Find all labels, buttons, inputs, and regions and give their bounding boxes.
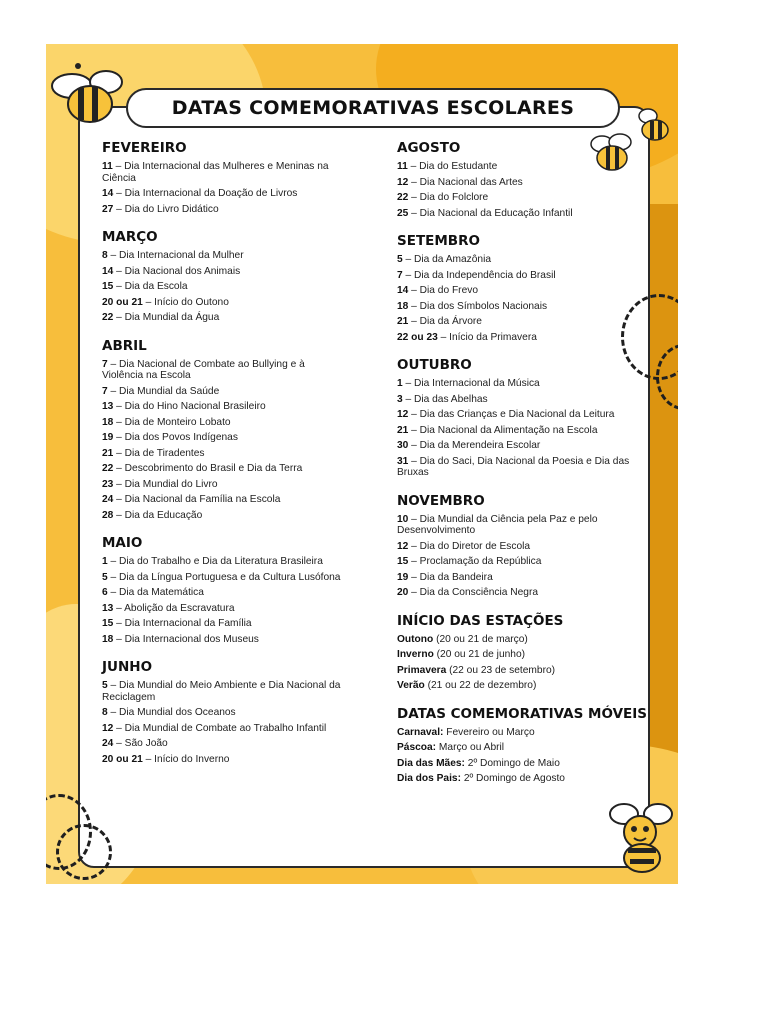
month-section xyxy=(102,338,342,522)
date-entry xyxy=(397,773,647,785)
date-entry: 7 – Dia da Independência do Brasil xyxy=(397,269,556,281)
entry-date: 7 xyxy=(397,269,403,281)
entry-text: Dia da Merendeira Escolar xyxy=(419,440,541,451)
entry-text: Dia do Livro Didático xyxy=(124,203,219,215)
entry-text: Março ou Abril xyxy=(438,742,505,753)
date-entry: 22 – Dia do Folclore xyxy=(397,192,489,203)
date-entry: 21 – Dia da Árvore xyxy=(397,316,482,327)
entry-text: Dia do Folclore xyxy=(419,192,489,203)
right-column xyxy=(397,140,647,799)
date-entry: 28 – Dia da Educação xyxy=(102,509,203,521)
date-entry: 21 – Dia Nacional da Alimentação na Escola xyxy=(397,424,598,436)
entry-text: Fevereiro ou Março xyxy=(446,726,535,738)
entry-date: 1 xyxy=(397,378,403,389)
entry-text: Proclamação da República xyxy=(419,556,542,567)
entry-text: Dia Nacional de Combate ao Bullying e à Violência na Escola xyxy=(102,358,305,381)
date-entry: 19 – Dia dos Povos Indígenas xyxy=(102,432,238,443)
date-entry: 14 – Dia Nacional dos Animais xyxy=(102,265,241,277)
entry-text: Dia Nacional das Artes xyxy=(419,176,523,188)
entry-text: Dia da Língua Portuguesa e da Cultura Lusófona xyxy=(119,571,341,583)
entry-text: (22 ou 23 de setembro) xyxy=(449,664,556,676)
date-entry: 5 – Dia Mundial do Meio Ambiente e Dia Nacional da Reciclagem xyxy=(102,680,341,703)
date-entry: 12 – Dia das Crianças e Dia Nacional da Leitura xyxy=(397,409,615,420)
entry-date: Dia das Mães: xyxy=(397,757,465,769)
entry-text: Início do Outono xyxy=(154,296,229,308)
entry-text: Dia das Abelhas xyxy=(414,393,488,405)
entry-text: Dia Nacional da Educação Infantil xyxy=(419,207,573,219)
date-entry xyxy=(397,727,647,739)
entry-text: Dia Internacional da Mulher xyxy=(119,250,244,261)
entry-date: 12 xyxy=(397,409,409,420)
date-entry: 1 – Dia Internacional da Música xyxy=(397,378,540,389)
date-entry: 13 – Abolição da Escravatura xyxy=(102,602,235,614)
entry-text: Início da Primavera xyxy=(449,331,537,343)
entry-text: Dia Internacional da Doação de Livros xyxy=(124,188,298,199)
entry-date: 14 xyxy=(397,285,409,296)
date-entry: 20 ou 21 – Início do Outono xyxy=(102,296,229,308)
entry-date: 22 ou 23 xyxy=(397,331,438,343)
date-entry: 5 – Dia da Língua Portuguesa e da Cultura Lusófona xyxy=(102,571,341,583)
date-entry: 22 ou 23 – Início da Primavera xyxy=(397,331,537,343)
date-entry: 15 – Dia Internacional da Família xyxy=(102,618,252,629)
date-entry: 7 – Dia Nacional de Combate ao Bullying e à Violência na Escola xyxy=(102,358,305,381)
date-entry: 20 – Dia da Consciência Negra xyxy=(397,587,539,598)
date-entry: 18 – Dia de Monteiro Lobato xyxy=(102,416,231,428)
section-title: NOVEMBRO xyxy=(397,492,485,509)
entry-date: 12 xyxy=(397,540,409,552)
date-entry: 8 – Dia Mundial dos Oceanos xyxy=(102,707,236,718)
dashed-swirl xyxy=(56,824,112,880)
entry-date: Primavera xyxy=(397,664,447,676)
entry-date: 5 xyxy=(397,254,403,265)
entry-text: São João xyxy=(124,738,168,749)
entry-text: Dia dos Símbolos Nacionais xyxy=(419,300,548,312)
entry-date: 20 ou 21 xyxy=(102,296,143,308)
entry-date: 12 xyxy=(397,176,409,188)
date-entry: 24 – Dia Nacional da Família na Escola xyxy=(102,494,281,505)
entry-date: 13 xyxy=(102,602,114,614)
entry-text: Dia da Escola xyxy=(124,281,188,292)
bee-icon xyxy=(586,126,638,176)
date-entry xyxy=(397,742,647,754)
entry-text: Dia da Educação xyxy=(124,509,203,521)
section-title: MARÇO xyxy=(102,229,158,245)
date-entry: 8 – Dia Internacional da Mulher xyxy=(102,250,244,261)
entry-text: Dia Mundial do Livro xyxy=(124,478,218,490)
date-entry: 19 – Dia da Bandeira xyxy=(397,571,493,583)
entry-date: 3 xyxy=(397,393,403,405)
entry-date: 11 xyxy=(397,161,408,172)
entry-text: 2º Domingo de Maio xyxy=(467,757,560,769)
entry-date: 18 xyxy=(102,416,114,428)
entry-date: 14 xyxy=(102,188,114,199)
date-entry: 15 – Proclamação da República xyxy=(397,556,542,567)
entry-text: Dia Nacional da Família na Escola xyxy=(124,494,281,505)
entry-text: Dia da Bandeira xyxy=(419,571,493,583)
date-entry: 7 – Dia Mundial da Saúde xyxy=(102,385,220,397)
date-entry: 3 – Dia das Abelhas xyxy=(397,393,488,405)
entry-date: 27 xyxy=(102,203,114,215)
entry-text: Dia da Consciência Negra xyxy=(419,587,539,598)
date-entry: 12 – Dia Nacional das Artes xyxy=(397,176,523,188)
section-title: FEVEREIRO xyxy=(102,140,187,156)
month-section xyxy=(397,357,647,479)
entry-text: (20 ou 21 de março) xyxy=(436,633,528,645)
date-entry: 22 – Dia Mundial da Água xyxy=(102,312,220,323)
entry-text: Dia Internacional da Música xyxy=(414,378,540,389)
section-title: JUNHO xyxy=(102,659,153,675)
entry-date: Páscoa: xyxy=(397,742,437,753)
entry-date: Carnaval: xyxy=(397,726,444,738)
date-entry: 12 – Dia do Diretor de Escola xyxy=(397,540,531,552)
entry-date: 10 xyxy=(397,513,409,525)
entry-date: 25 xyxy=(397,207,409,219)
entry-text: Dia Internacional da Família xyxy=(124,618,252,629)
entry-date: 7 xyxy=(102,358,108,370)
entry-date: 11 xyxy=(102,161,113,172)
date-entry: 12 – Dia Mundial de Combate ao Trabalho Infantil xyxy=(102,722,327,734)
entry-text: Dia Nacional da Alimentação na Escola xyxy=(419,424,598,436)
entry-date: 21 xyxy=(397,316,409,327)
section-title: DATAS COMEMORATIVAS MÓVEIS xyxy=(397,705,647,722)
date-entry xyxy=(397,634,647,646)
bee-icon xyxy=(48,58,128,134)
entry-text: Dia Internacional dos Museus xyxy=(124,633,259,645)
date-entry: 6 – Dia da Matemática xyxy=(102,587,204,598)
page-title: DATAS COMEMORATIVAS ESCOLARES xyxy=(126,88,620,128)
entry-text: Dia Mundial do Meio Ambiente e Dia Nacional da Reciclagem xyxy=(102,680,341,703)
month-section xyxy=(102,535,342,645)
date-entry: 11 – Dia Internacional das Mulheres e Meninas na Ciência xyxy=(102,161,329,184)
section-title: OUTUBRO xyxy=(397,357,472,373)
entry-date: Inverno xyxy=(397,649,434,660)
entry-date: 8 xyxy=(102,250,108,261)
date-entry: 27 – Dia do Livro Didático xyxy=(102,203,219,215)
entry-text: Descobrimento do Brasil e Dia da Terra xyxy=(124,463,303,474)
entry-text: Dia Mundial dos Oceanos xyxy=(119,707,236,718)
entry-text: Início do Inverno xyxy=(154,753,230,765)
entry-date: 21 xyxy=(397,424,409,436)
entry-date: 5 xyxy=(102,571,108,583)
entry-text: (20 ou 21 de junho) xyxy=(436,649,526,660)
entry-text: Dia do Saci, Dia Nacional da Poesia e Dia das Bruxas xyxy=(397,455,630,478)
entry-text: Dia Mundial da Saúde xyxy=(119,385,220,397)
entry-date: 30 xyxy=(397,440,409,451)
entry-date: 31 xyxy=(397,455,409,467)
entry-date: 22 xyxy=(102,312,114,323)
date-entry: 24 – São João xyxy=(102,738,168,749)
date-entry xyxy=(397,680,647,692)
entry-date: 19 xyxy=(102,432,114,443)
entry-date: 23 xyxy=(102,478,114,490)
entry-text: Dia da Amazônia xyxy=(414,254,492,265)
date-entry: 5 – Dia da Amazônia xyxy=(397,254,492,265)
entry-date: Verão xyxy=(397,680,425,691)
poster xyxy=(46,44,678,884)
entry-date: Dia dos Pais: xyxy=(397,773,461,784)
entry-text: Dia da Árvore xyxy=(419,316,482,327)
date-entry: 10 – Dia Mundial da Ciência pela Paz e pelo Desenvolvimento xyxy=(397,513,598,536)
entry-date: 7 xyxy=(102,385,108,397)
month-section xyxy=(102,229,342,324)
entry-text: Dia Mundial da Ciência pela Paz e pelo Desenvolvimento xyxy=(397,513,598,536)
date-entry: 23 – Dia Mundial do Livro xyxy=(102,478,218,490)
entry-text: Dia da Independência do Brasil xyxy=(414,269,556,281)
entry-text: Dia do Estudante xyxy=(419,161,498,172)
entry-date: 20 ou 21 xyxy=(102,753,143,765)
entry-date: 21 xyxy=(102,447,114,459)
date-entry: 25 – Dia Nacional da Educação Infantil xyxy=(397,207,573,219)
entry-text: Dia da Matemática xyxy=(119,587,204,598)
entry-text: Dia Internacional das Mulheres e Meninas na Ciência xyxy=(102,161,329,184)
entry-date: 24 xyxy=(102,738,114,749)
date-entry: 22 – Descobrimento do Brasil e Dia da Terra xyxy=(102,463,303,474)
entry-text: Dia do Frevo xyxy=(419,285,478,296)
entry-date: 22 xyxy=(102,463,114,474)
month-section xyxy=(102,659,342,765)
entry-date: 18 xyxy=(102,633,114,645)
entry-text: Dia de Monteiro Lobato xyxy=(124,416,231,428)
entry-text: Dia das Crianças e Dia Nacional da Leitura xyxy=(419,409,615,420)
entry-text: Dia de Tiradentes xyxy=(124,447,205,459)
date-entry: 31 – Dia do Saci, Dia Nacional da Poesia e Dia das Bruxas xyxy=(397,455,630,478)
entry-text: Dia dos Povos Indígenas xyxy=(124,432,238,443)
entry-date: 22 xyxy=(397,192,409,203)
date-entry: 13 – Dia do Hino Nacional Brasileiro xyxy=(102,401,266,412)
entry-text: Dia do Diretor de Escola xyxy=(419,540,531,552)
date-entry: 14 – Dia Internacional da Doação de Livros xyxy=(102,188,298,199)
section-title: INÍCIO DAS ESTAÇÕES xyxy=(397,612,564,629)
date-entry: 20 ou 21 – Início do Inverno xyxy=(102,753,230,765)
entry-date: 12 xyxy=(102,722,114,734)
entry-date: 15 xyxy=(102,618,114,629)
section-title: MAIO xyxy=(102,535,143,551)
entry-date: 15 xyxy=(397,556,409,567)
entry-text: (21 ou 22 de dezembro) xyxy=(427,680,537,691)
date-entry: 15 – Dia da Escola xyxy=(102,281,188,292)
date-entry xyxy=(397,665,647,677)
entry-date: 24 xyxy=(102,494,114,505)
date-entry xyxy=(397,649,647,661)
date-entry: 11 – Dia do Estudante xyxy=(397,161,498,172)
section-title: AGOSTO xyxy=(397,140,461,156)
month-section xyxy=(102,140,342,215)
month-section xyxy=(397,706,647,785)
date-entry: 14 – Dia do Frevo xyxy=(397,285,478,296)
entry-date: 5 xyxy=(102,680,108,691)
date-entry: 18 – Dia Internacional dos Museus xyxy=(102,633,259,645)
date-entry: 30 – Dia da Merendeira Escolar xyxy=(397,440,541,451)
month-section xyxy=(397,493,647,599)
entry-date: 6 xyxy=(102,587,108,598)
entry-text: Dia do Trabalho e Dia da Literatura Brasileira xyxy=(119,556,323,567)
entry-date: 13 xyxy=(102,401,114,412)
entry-date: 18 xyxy=(397,300,409,312)
entry-text: 2º Domingo de Agosto xyxy=(463,773,565,784)
entry-text: Dia do Hino Nacional Brasileiro xyxy=(124,401,266,412)
section-title: ABRIL xyxy=(102,337,147,354)
date-entry: 1 – Dia do Trabalho e Dia da Literatura Brasileira xyxy=(102,556,323,567)
bee-icon xyxy=(602,796,678,876)
month-section xyxy=(397,233,647,343)
section-title: SETEMBRO xyxy=(397,233,480,249)
entry-date: 28 xyxy=(102,509,114,521)
left-column xyxy=(102,140,342,779)
bee-icon xyxy=(634,104,676,144)
entry-text: Dia Mundial de Combate ao Trabalho Infantil xyxy=(124,722,327,734)
entry-date: Outono xyxy=(397,633,434,645)
date-entry: 21 – Dia de Tiradentes xyxy=(102,447,205,459)
entry-text: Abolição da Escravatura xyxy=(124,602,235,614)
month-section xyxy=(397,613,647,692)
entry-text: Dia Mundial da Água xyxy=(124,312,220,323)
entry-date: 14 xyxy=(102,265,114,277)
entry-date: 8 xyxy=(102,707,108,718)
entry-date: 15 xyxy=(102,281,114,292)
date-entry: 18 – Dia dos Símbolos Nacionais xyxy=(397,300,548,312)
entry-text: Dia Nacional dos Animais xyxy=(124,265,241,277)
entry-date: 20 xyxy=(397,587,409,598)
entry-date: 1 xyxy=(102,556,108,567)
date-entry xyxy=(397,758,647,770)
entry-date: 19 xyxy=(397,571,409,583)
